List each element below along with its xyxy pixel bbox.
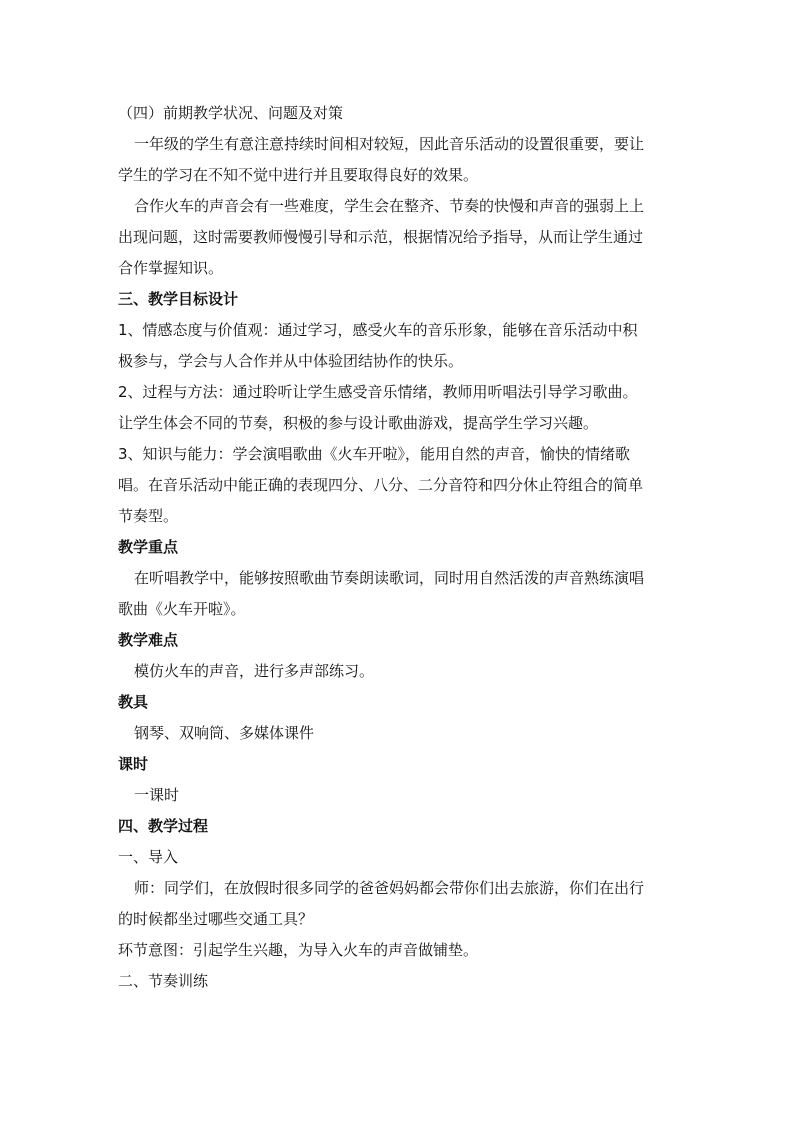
paragraph-line: 学生的学习在不知不觉中进行并且要取得良好的效果。 — [118, 166, 479, 184]
objective-line: 1、情感态度与价值观：通过学习，感受火车的音乐形象，能够在音乐活动中积 — [118, 321, 638, 339]
heading-difficulties: 教学难点 — [118, 631, 179, 649]
paragraph-line: 环节意图：引起学生兴趣，为导入火车的声音做铺垫。 — [118, 941, 479, 959]
paragraph-line: 的时候都坐过哪些交通工具？ — [118, 910, 314, 928]
paragraph-line: 模仿火车的声音，进行多声部练习。 — [134, 662, 375, 680]
objective-line: 2、过程与方法：通过聆听让学生感受音乐情绪，教师用听唱法引导学习歌曲。 — [118, 383, 638, 401]
paragraph-line: 合作火车的声音会有一些难度，学生会在整齐、节奏的快慢和声音的强弱上上 — [134, 197, 645, 215]
paragraph-line: 合作掌握知识。 — [118, 259, 224, 277]
objective-line: 极参与，学会与人合作并从中体验团结协作的快乐。 — [118, 352, 464, 370]
objective-line: 唱。在音乐活动中能正确的表现四分、八分、二分音符和四分休止符组合的简单 — [118, 476, 644, 494]
objective-line: 让学生体会不同的节奏，积极的参与设计歌曲游戏，提高学生学习兴趣。 — [118, 414, 599, 432]
document-page — [118, 98, 678, 997]
paragraph-line: 在听唱教学中，能够按照歌曲节奏朗读歌词，同时用自然活泼的声音熟练演唱 — [134, 569, 645, 587]
paragraph-line: 师：同学们，在放假时很多同学的爸爸妈妈都会带你们出去旅游，你们在出行 — [134, 879, 645, 897]
paragraph-line: 一课时 — [134, 786, 180, 804]
subheading-intro: 一、导入 — [118, 848, 179, 866]
objective-line: 3、知识与能力：学会演唱歌曲《火车开啦》，能用自然的声音，愉快的情绪歌 — [118, 445, 631, 463]
heading-teaching-aids: 教具 — [118, 693, 149, 711]
heading-key-points: 教学重点 — [118, 538, 179, 556]
section-heading-objectives: 三、教学目标设计 — [118, 290, 239, 308]
section-heading-process: 四、教学过程 — [118, 817, 209, 835]
subheading-rhythm-training: 二、节奏训练 — [118, 972, 209, 990]
paragraph-line: 出现问题，这时需要教师慢慢引导和示范，根据情况给予指导，从而让学生通过 — [118, 228, 644, 246]
section-heading-4: （四）前期教学状况、问题及对策 — [118, 104, 344, 122]
paragraph-line: 钢琴、双响筒、多媒体课件 — [134, 724, 315, 742]
paragraph-line: 一年级的学生有意注意持续时间相对较短，因此音乐活动的设置很重要，要让 — [134, 135, 645, 153]
objective-line: 节奏型。 — [118, 507, 179, 525]
heading-class-hours: 课时 — [118, 755, 149, 773]
paragraph-line: 歌曲《火车开啦》。 — [118, 600, 246, 618]
